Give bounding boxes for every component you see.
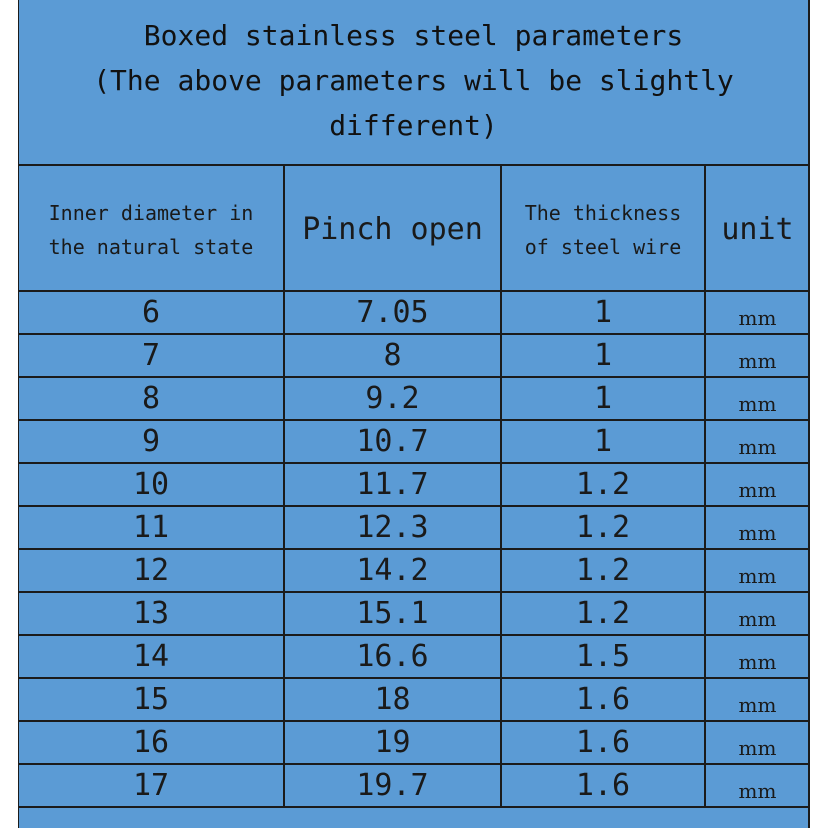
cell-inner-diameter: 15 <box>19 678 284 721</box>
cell-wire-thickness: 1.5 <box>501 635 705 678</box>
cell-inner-diameter: 7 <box>19 334 284 377</box>
cell-unit: mm <box>705 549 809 592</box>
cell-unit: mm <box>705 635 809 678</box>
cell-unit: mm <box>705 377 809 420</box>
parameters-table <box>19 166 809 808</box>
page-title <box>19 0 808 166</box>
table-row <box>19 291 809 334</box>
cell-inner-diameter: 16 <box>19 721 284 764</box>
cell-wire-thickness: 1.2 <box>501 463 705 506</box>
cell-inner-diameter: 6 <box>19 291 284 334</box>
cell-pinch-open: 19 <box>284 721 501 764</box>
table-row <box>19 506 809 549</box>
cell-wire-thickness: 1.6 <box>501 764 705 807</box>
table-row <box>19 635 809 678</box>
cell-wire-thickness: 1.2 <box>501 592 705 635</box>
cell-unit: mm <box>705 721 809 764</box>
cell-wire-thickness: 1.6 <box>501 721 705 764</box>
cell-unit: mm <box>705 506 809 549</box>
cell-unit: mm <box>705 764 809 807</box>
table-row <box>19 334 809 377</box>
table-header-row <box>19 166 809 291</box>
parameter-sheet <box>18 0 810 828</box>
table-row <box>19 549 809 592</box>
cell-inner-diameter: 14 <box>19 635 284 678</box>
header-inner-diameter: Inner diameter in the natural state <box>19 166 284 291</box>
cell-unit: mm <box>705 291 809 334</box>
cell-pinch-open: 19.7 <box>284 764 501 807</box>
cell-inner-diameter: 12 <box>19 549 284 592</box>
table-row <box>19 592 809 635</box>
cell-pinch-open: 7.05 <box>284 291 501 334</box>
title-line-2: (The above parameters will be slightly <box>93 63 734 97</box>
table-row <box>19 463 809 506</box>
title-line-3: different) <box>329 108 498 142</box>
cell-wire-thickness: 1.6 <box>501 678 705 721</box>
table-row <box>19 420 809 463</box>
cell-inner-diameter: 8 <box>19 377 284 420</box>
cell-wire-thickness: 1.2 <box>501 506 705 549</box>
header-wire-thickness: The thickness of steel wire <box>501 166 705 291</box>
cell-pinch-open: 12.3 <box>284 506 501 549</box>
table-row <box>19 721 809 764</box>
cell-inner-diameter: 10 <box>19 463 284 506</box>
table-row <box>19 678 809 721</box>
header-unit: unit <box>705 166 809 291</box>
cell-wire-thickness: 1 <box>501 334 705 377</box>
cell-inner-diameter: 17 <box>19 764 284 807</box>
cell-pinch-open: 16.6 <box>284 635 501 678</box>
cell-wire-thickness: 1 <box>501 420 705 463</box>
title-line-1: Boxed stainless steel parameters <box>143 18 684 52</box>
cell-wire-thickness: 1.2 <box>501 549 705 592</box>
cell-pinch-open: 8 <box>284 334 501 377</box>
cell-inner-diameter: 9 <box>19 420 284 463</box>
cell-unit: mm <box>705 592 809 635</box>
cell-unit: mm <box>705 334 809 377</box>
cell-unit: mm <box>705 463 809 506</box>
cell-pinch-open: 11.7 <box>284 463 501 506</box>
cell-wire-thickness: 1 <box>501 377 705 420</box>
cell-pinch-open: 15.1 <box>284 592 501 635</box>
cell-pinch-open: 10.7 <box>284 420 501 463</box>
cell-inner-diameter: 13 <box>19 592 284 635</box>
table-row <box>19 377 809 420</box>
cell-inner-diameter: 11 <box>19 506 284 549</box>
cell-unit: mm <box>705 420 809 463</box>
cell-pinch-open: 18 <box>284 678 501 721</box>
cell-unit: mm <box>705 678 809 721</box>
header-pinch-open: Pinch open <box>284 166 501 291</box>
cell-pinch-open: 14.2 <box>284 549 501 592</box>
cell-pinch-open: 9.2 <box>284 377 501 420</box>
table-row <box>19 764 809 807</box>
cell-wire-thickness: 1 <box>501 291 705 334</box>
